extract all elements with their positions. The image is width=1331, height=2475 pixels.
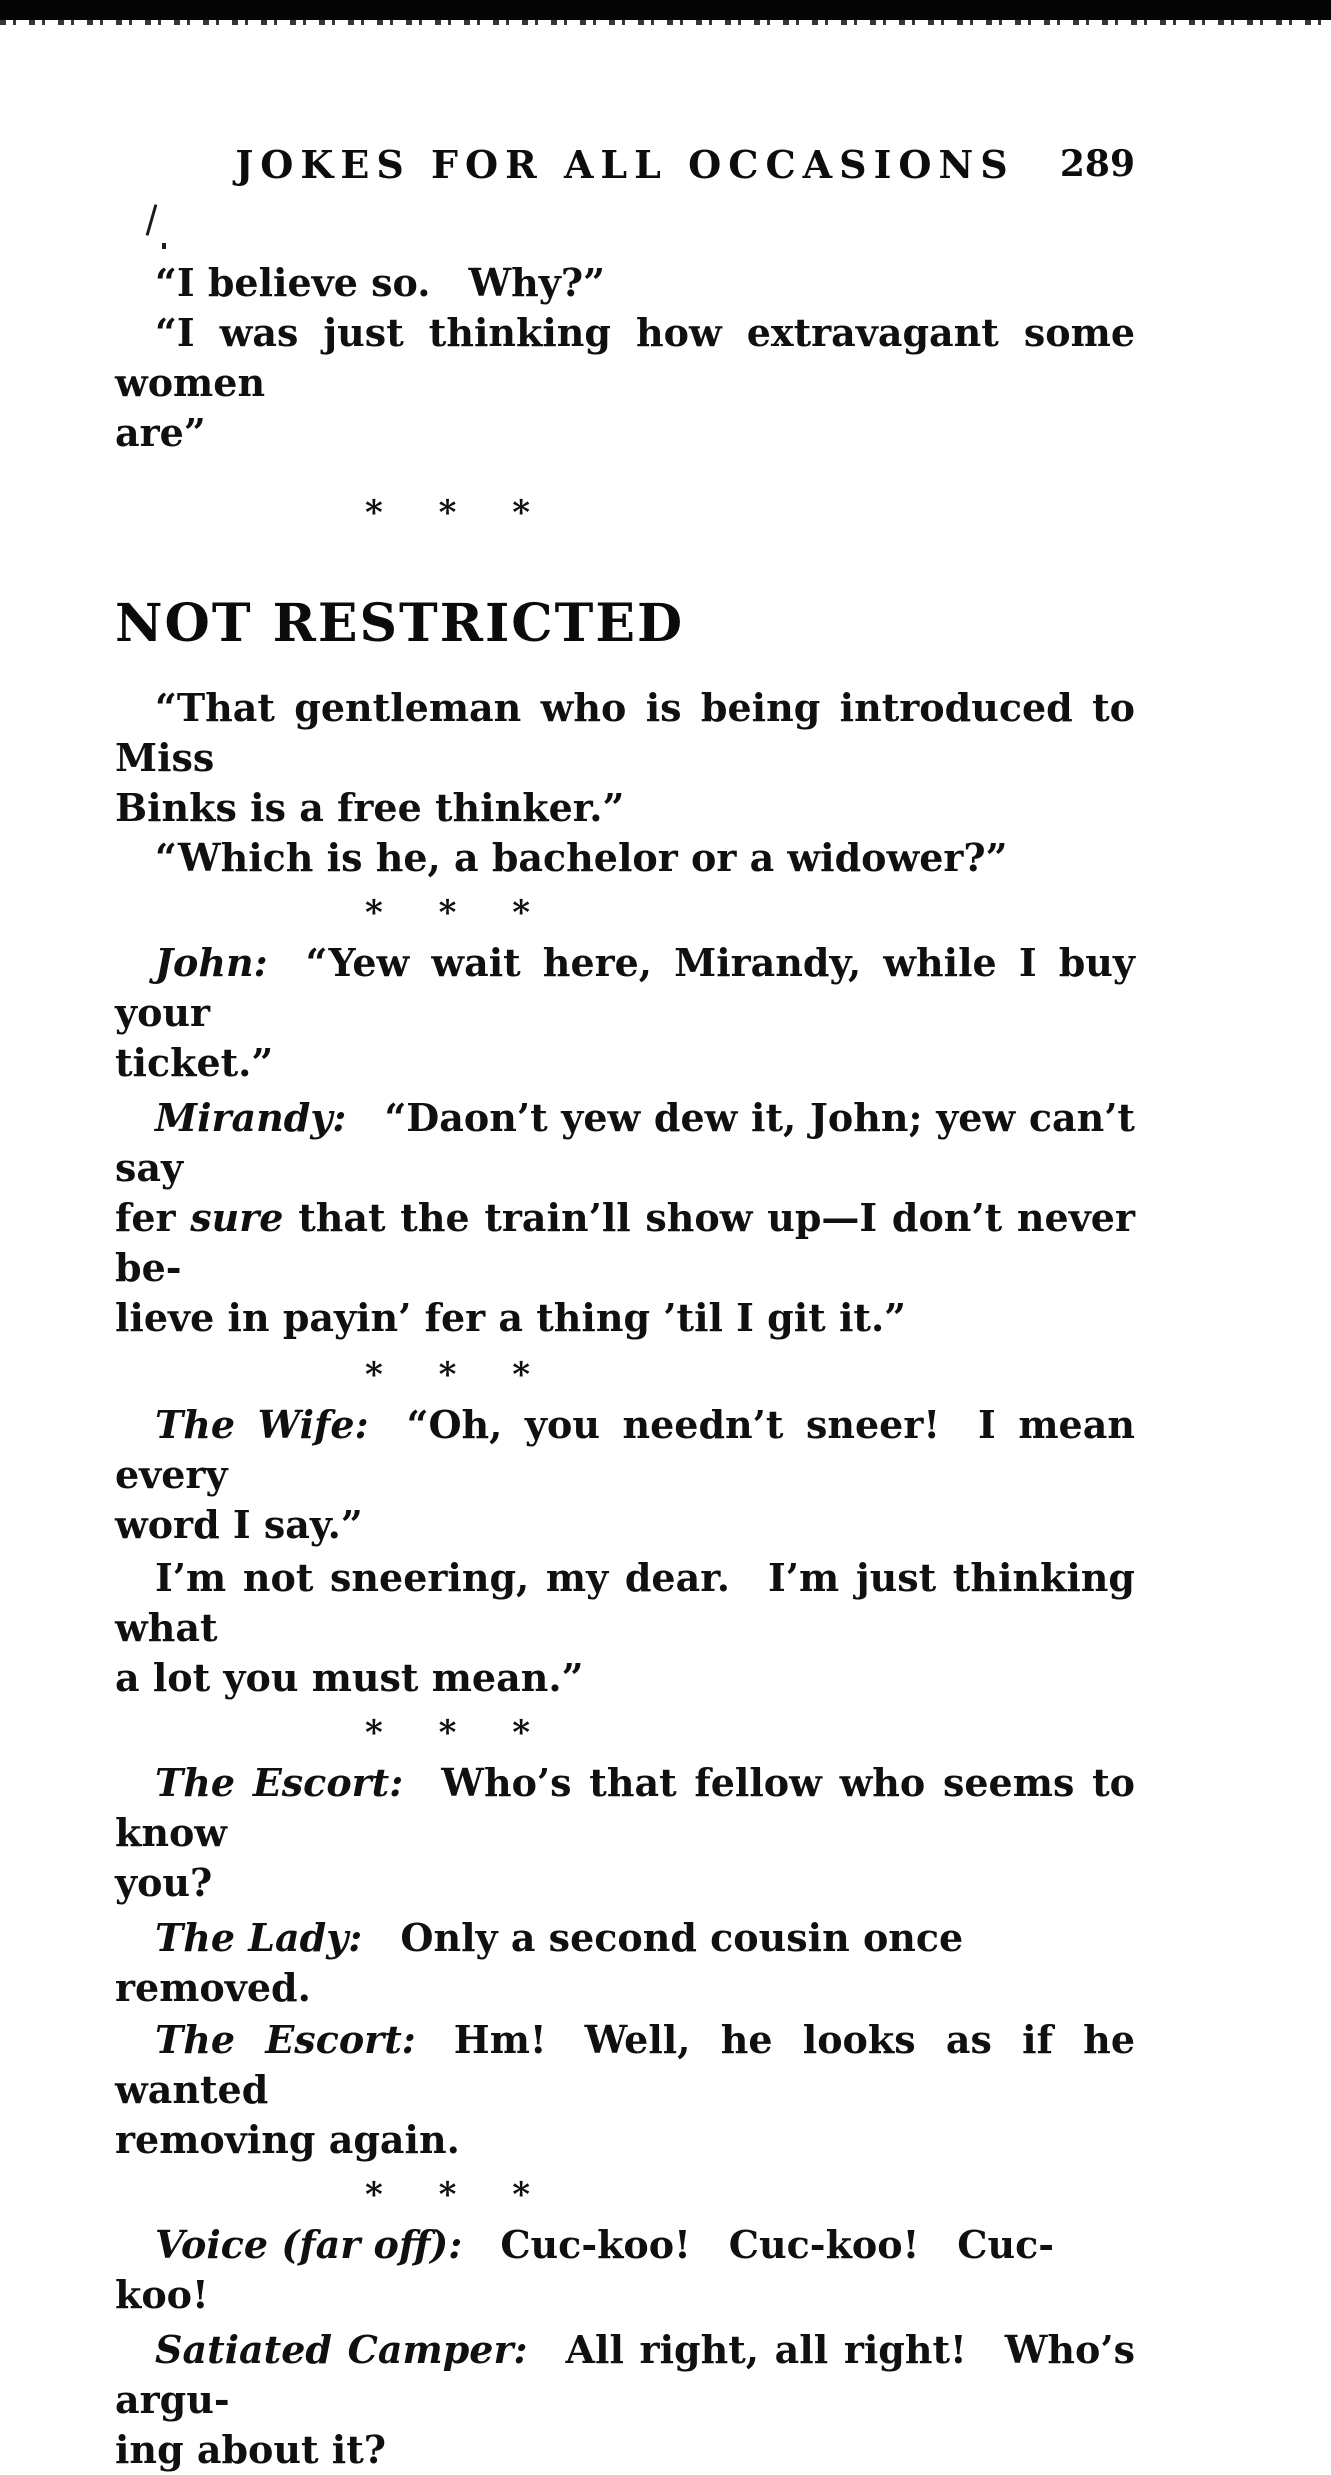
text-run: ticket.”: [115, 1040, 274, 1085]
text-run: lieve in payin’ fer a thing ’til I git it.”: [115, 1295, 907, 1340]
text-run: “Which is he, a bachelor or a widower?”: [155, 835, 1008, 880]
text-line: [115, 833, 1135, 883]
text-run: Who’s that fellow who seems to know: [115, 1760, 1135, 1855]
text-line: [115, 1553, 1135, 1653]
section-heading: NOT RESTRICTED: [115, 593, 685, 654]
text-line: [115, 1858, 1135, 1908]
speaker-name: The Escort:: [155, 1760, 404, 1805]
text-line: [115, 1758, 1135, 1858]
speaker-name: Satiated Camper:: [155, 2327, 528, 2372]
text-run: “Yew wait here, Mirandy, while I buy your: [115, 940, 1135, 1035]
text-line: [115, 1653, 1135, 1703]
text-run: I’m not sneering, my dear. I’m just thinking what: [115, 1555, 1135, 1650]
asterisk-separator: * * *: [365, 1713, 531, 1753]
text-run: Only a second cousin once removed.: [115, 1915, 964, 2010]
text-run: you?: [115, 1860, 213, 1905]
speaker-name: The Lady:: [155, 1915, 363, 1960]
text-run: “I was just thinking how extravagant some women: [115, 310, 1135, 405]
text-run: “That gentleman who is being introduced to Miss: [115, 685, 1135, 780]
text-line: [115, 938, 1135, 1038]
text-line: [115, 2220, 1135, 2320]
text-line: [115, 2325, 1135, 2425]
text-run: removing again.: [115, 2117, 460, 2162]
speaker-name: The Wife:: [155, 1402, 369, 1447]
text-line: [115, 1400, 1135, 1500]
text-run: that the train’ll show up—I don’t never be-: [115, 1195, 1136, 1290]
speaker-name: Mirandy:: [155, 1095, 347, 1140]
text-line: [115, 1038, 1135, 1088]
text-run: are”: [115, 410, 206, 455]
text-line: [115, 2115, 1135, 2165]
text-run: ing about it?: [115, 2427, 387, 2472]
text-line: [115, 1093, 1135, 1193]
page-body: [115, 0, 1135, 2475]
text-line: [115, 258, 1135, 308]
text-run: All right, all right! Who’s argu-: [115, 2327, 1135, 2422]
asterisk-separator: * * *: [365, 493, 531, 533]
running-title: JOKES FOR ALL OCCASIONS: [235, 142, 1015, 187]
text-line: [115, 408, 1135, 458]
text-run: Binks is a free thinker.”: [115, 785, 625, 830]
text-line: [115, 1293, 1135, 1343]
text-run: “I believe so. Why?”: [155, 260, 605, 305]
text-run: “Daon’t yew dew it, John; yew can’t say: [115, 1095, 1135, 1190]
text-run: a lot you must mean.”: [115, 1655, 584, 1700]
text-line: [115, 683, 1135, 783]
speaker-name: Voice (far off):: [155, 2222, 463, 2267]
page-number: 289: [1059, 143, 1135, 185]
text-line: [115, 1500, 1135, 1550]
text-run: Hm! Well, he looks as if he wanted: [115, 2017, 1135, 2112]
asterisk-separator: * * *: [365, 1355, 531, 1395]
text-run: word I say.”: [115, 1502, 363, 1547]
speaker-name: John:: [155, 940, 268, 985]
text-line: [115, 2425, 1135, 2475]
text-line: [115, 2015, 1135, 2115]
speaker-name: sure: [190, 1195, 284, 1240]
speaker-name: The Escort:: [155, 2017, 416, 2062]
text-run: Cuc-koo! Cuc-koo! Cuc-koo!: [115, 2222, 1055, 2317]
text-run: fer: [115, 1195, 191, 1240]
text-line: [115, 1193, 1135, 1293]
asterisk-separator: * * *: [365, 893, 531, 933]
text-line: [115, 1913, 1135, 2013]
asterisk-separator: * * *: [365, 2175, 531, 2215]
text-line: [115, 783, 1135, 833]
text-line: [115, 308, 1135, 408]
text-run: “Oh, you needn’t sneer! I mean every: [115, 1402, 1135, 1497]
